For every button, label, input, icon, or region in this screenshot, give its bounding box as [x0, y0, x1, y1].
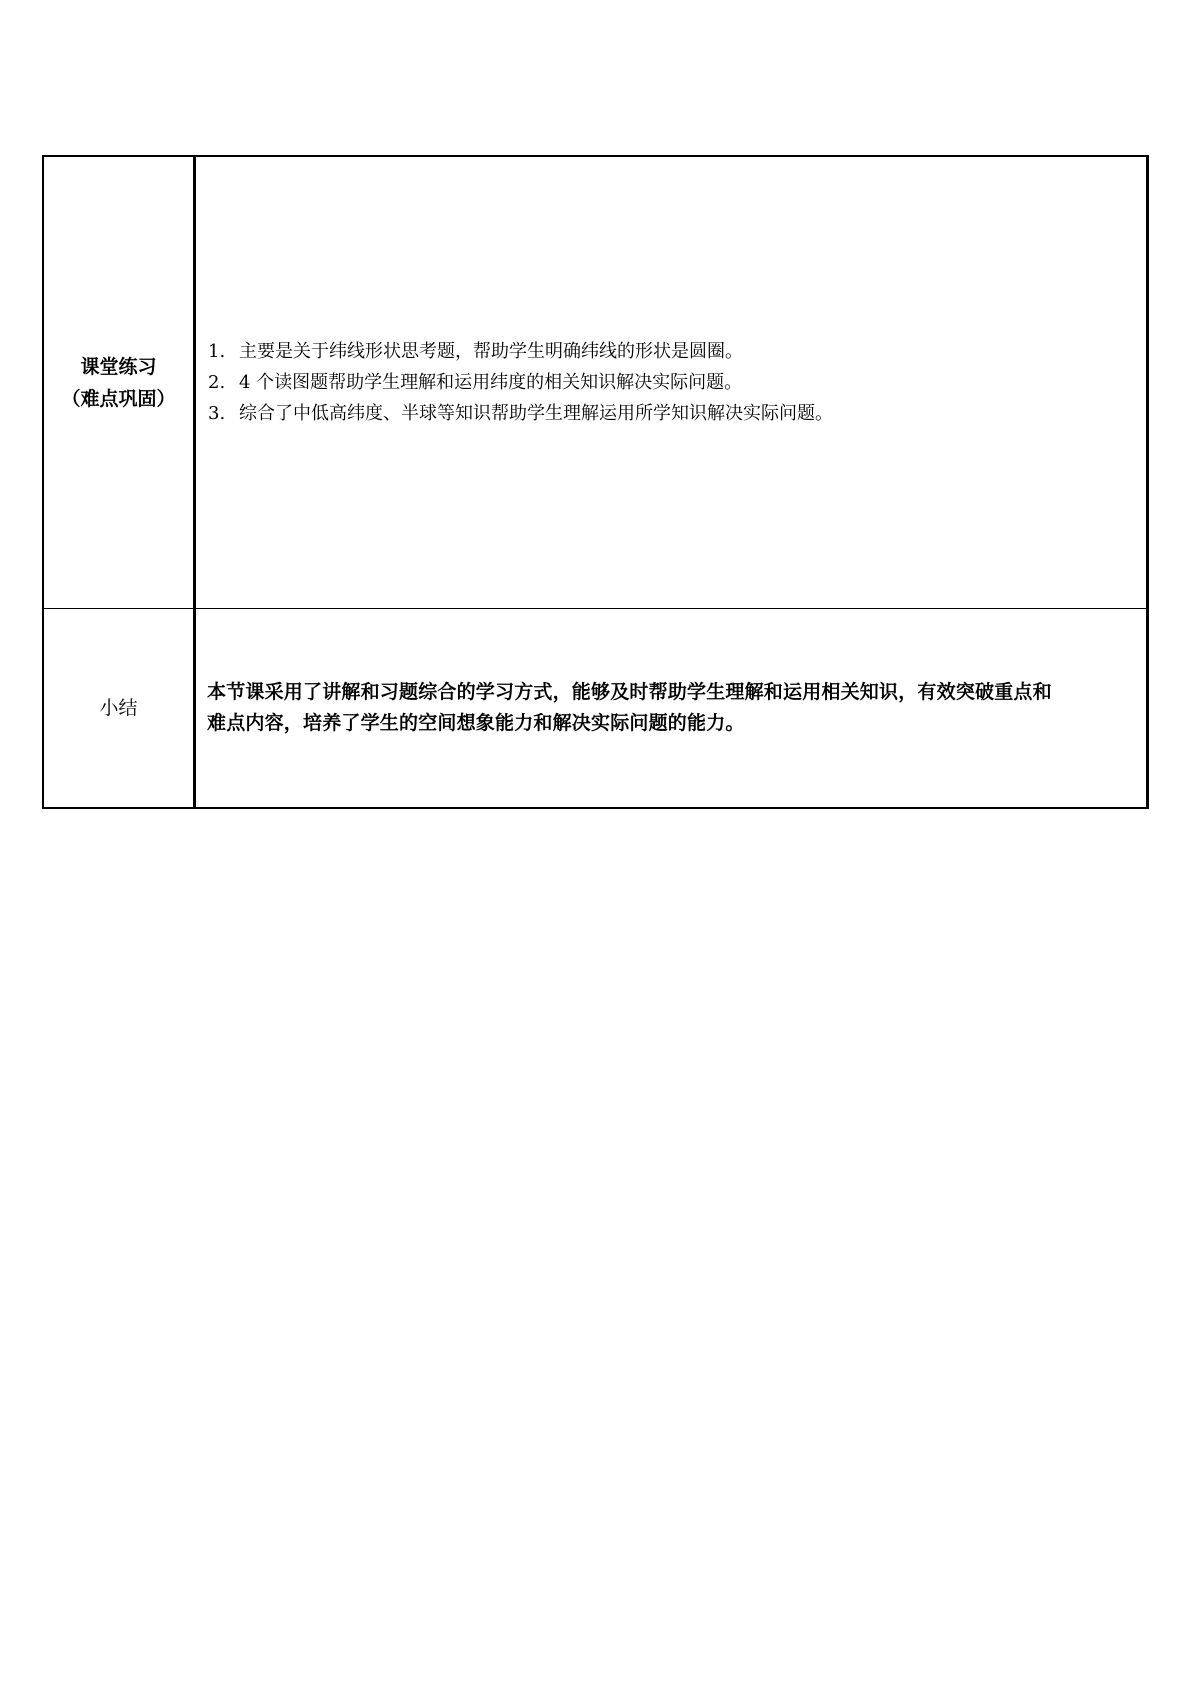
practice-item-number: 2.: [208, 372, 226, 393]
practice-label-line1: 课堂练习: [80, 355, 157, 378]
practice-item-text: 综合了中低高纬度、半球等知识帮助学生理解运用所学知识解决实际问题。: [239, 403, 833, 424]
practice-list: [196, 336, 1146, 429]
summary-text: [196, 677, 1146, 739]
lesson-plan-table: [42, 155, 1149, 809]
practice-item: [208, 336, 1146, 367]
practice-label-line2: （难点巩固）: [61, 387, 176, 410]
summary-line-2: 难点内容，培养了学生的空间想象能力和解决实际问题的能力。: [207, 712, 745, 734]
practice-row: [43, 156, 1148, 609]
practice-item-number: 1.: [208, 341, 226, 362]
summary-content-cell: [195, 609, 1148, 809]
practice-item: [208, 367, 1146, 398]
summary-label-cell: [43, 609, 195, 809]
practice-content-cell: [195, 156, 1148, 609]
summary-row: [43, 609, 1148, 809]
practice-item-text: 4 个读图题帮助学生理解和运用纬度的相关知识解决实际问题。: [239, 372, 743, 393]
practice-item: [208, 398, 1146, 429]
practice-label-cell: [43, 156, 195, 609]
summary-line-1: 本节课采用了讲解和习题综合的学习方式，能够及时帮助学生理解和运用相关知识，有效突破重点和: [207, 681, 1052, 703]
practice-item-text: 主要是关于纬线形状思考题，帮助学生明确纬线的形状是圆圈。: [239, 341, 743, 362]
practice-item-number: 3.: [208, 403, 226, 424]
summary-label: 小结: [99, 697, 138, 719]
